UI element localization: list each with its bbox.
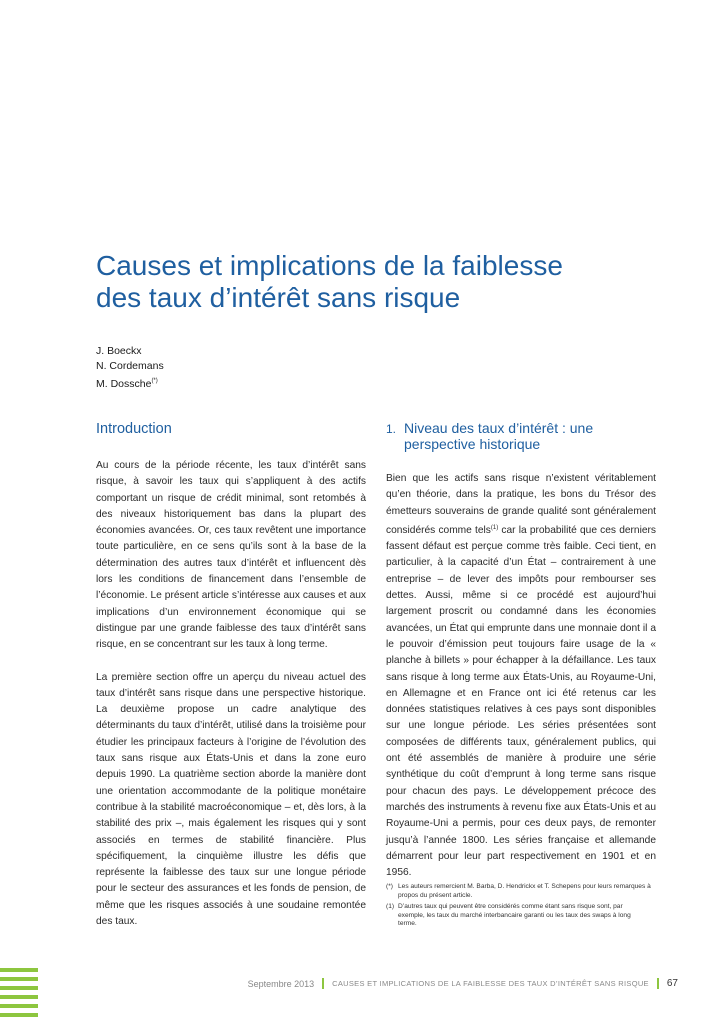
author bbox=[96, 374, 164, 392]
author-name: N. Cordemans bbox=[96, 360, 164, 372]
footer-decoration bbox=[0, 968, 38, 1022]
page-footer bbox=[248, 978, 678, 989]
introduction-heading: Introduction bbox=[96, 421, 172, 437]
section-number: 1. bbox=[386, 422, 397, 436]
author-name: J. Boeckx bbox=[96, 345, 142, 357]
paragraph-text: Bien que les actifs sans risque n’existent véritablement qu’en théorie, dans la pratique, les bons du Trésor des émetteurs souverains de grande qualité sont généralement considérés comme tels bbox=[386, 473, 656, 536]
article-title bbox=[96, 250, 676, 314]
title-line-2: des taux d’intérêt sans risque bbox=[96, 282, 461, 313]
footnote-text: Les auteurs remercient M. Barba, D. Hendrickx et T. Schepens pour leurs remarques à propos du présent article. bbox=[398, 883, 651, 899]
footnote bbox=[386, 883, 651, 900]
footnotes bbox=[386, 883, 651, 932]
footnote bbox=[386, 903, 651, 929]
footnote-ref[interactable]: (1) bbox=[490, 524, 499, 531]
author bbox=[96, 359, 164, 374]
footnote-marker: (1) bbox=[386, 903, 395, 910]
footer-date: Septembre 2013 bbox=[247, 978, 315, 989]
author-name: M. Dossche bbox=[96, 378, 152, 390]
section-1-paragraph bbox=[386, 471, 656, 881]
green-bar bbox=[0, 995, 38, 999]
right-column bbox=[386, 420, 656, 897]
running-title: CAUSES ET IMPLICATIONS DE LA FAIBLESSE DES TAUX D’INTÉRÊT SANS RISQUE bbox=[332, 979, 649, 988]
footer-separator bbox=[322, 978, 324, 989]
page-number: 67 bbox=[666, 978, 678, 989]
green-bar bbox=[0, 986, 38, 990]
left-column bbox=[96, 420, 366, 946]
footnote-mark: (*) bbox=[151, 378, 158, 384]
green-bar bbox=[0, 1004, 38, 1008]
footnote-marker: (*) bbox=[386, 883, 393, 890]
section-title: Niveau des taux d’intérêt : une perspective historique bbox=[404, 420, 594, 452]
author-list bbox=[96, 344, 164, 392]
intro-paragraph-2: La première section offre un aperçu du niveau actuel des taux d’intérêt sans risque dans une perspective historique. La deuxième propose un cadre analytique des déterminants du taux d’intérêt, utilisé dans la troisième pour étudier les principaux facteurs à l’origine de l’évolution des taux sans risque aux États-Unis et dans la zone euro depuis 1990. La quatrième section aborde la manière dont une orientation accommodante de la politique monétaire contribue à la stabilité macroéconomique – et, dès lors, à la stabilité des prix –, mais également les risques qui y sont associés en termes de stabilité financière. Plus spécifiquement, la cinquième illustre les défis que représente la faiblesse des taux sur une longue période pour le secteur des assurances et les fonds de pension, de même que les risques associés à une soudaine remontée des taux. bbox=[96, 671, 366, 928]
intro-paragraph-1: Au cours de la période récente, les taux d’intérêt sans risque, à savoir les taux qui s’appliquent à des actifs comportant un risque de crédit minimal, sont retombés à des niveaux historiquement bas dans la plupart des économies avancées. Or, ces taux revêtent une importance toute particulière, en ce sens qu’ils sont à la base de la détermination des autres taux d’intérêt et influencent dès lors les conditions de financement dans l’ensemble de l’économie. Le présent article s’intéresse aux causes et aux implications d’un environnement économique qui se distingue par une grande faiblesse des taux d’intérêt sans risque, en se concentrant sur les taux à long terme. bbox=[96, 460, 366, 651]
paragraph-text: car la probabilité que ces derniers fassent défaut est perçue comme très faible. Ceci tient, en particulier, à la capacité d’un État – contrairement à une entreprise – de lever des impôts pour rembourser ses dettes. Aussi, même si ce procédé est aujourd’hui largement proscrit ou condamné dans les économies avancées, un État qui emprunte dans une monnaie dont il a le pouvoir d’émission peut toujours faire usage de la « planche à billets » pour échapper à la défaillance. Les taux sans risque à long terme aux États-Unis, au Royaume-Uni, en Allemagne et en France ont ici été retenus car les données statistiques relatives à ces pays sont disponibles sur une longue période. Les séries présentées sont composées de différents taux, généralement publics, qui ont été assemblés de manière à produire une série synthétique du coût d’emprunt à long terme sans risque pour chacun des pays. Le développement précoce des marchés des instruments à revenu fixe aux États-Unis et au Royaume-Uni a permis, pour ces deux pays, de remonter jusqu’à l’année 1800. Les séries française et allemande démarrent pour leur part respectivement en 1901 et en 1956. bbox=[386, 524, 656, 879]
title-line-1: Causes et implications de la faiblesse bbox=[96, 250, 563, 281]
green-bar bbox=[0, 1013, 38, 1017]
section-1-heading bbox=[386, 420, 656, 452]
footnote-text: D’autres taux qui peuvent être considérés comme étant sans risque sont, par exemple, les taux du marché interbancaire garanti ou les taux des swaps à long terme. bbox=[398, 903, 631, 927]
green-bar bbox=[0, 968, 38, 972]
footer-separator bbox=[657, 978, 659, 989]
green-bar bbox=[0, 977, 38, 981]
author bbox=[96, 344, 164, 359]
